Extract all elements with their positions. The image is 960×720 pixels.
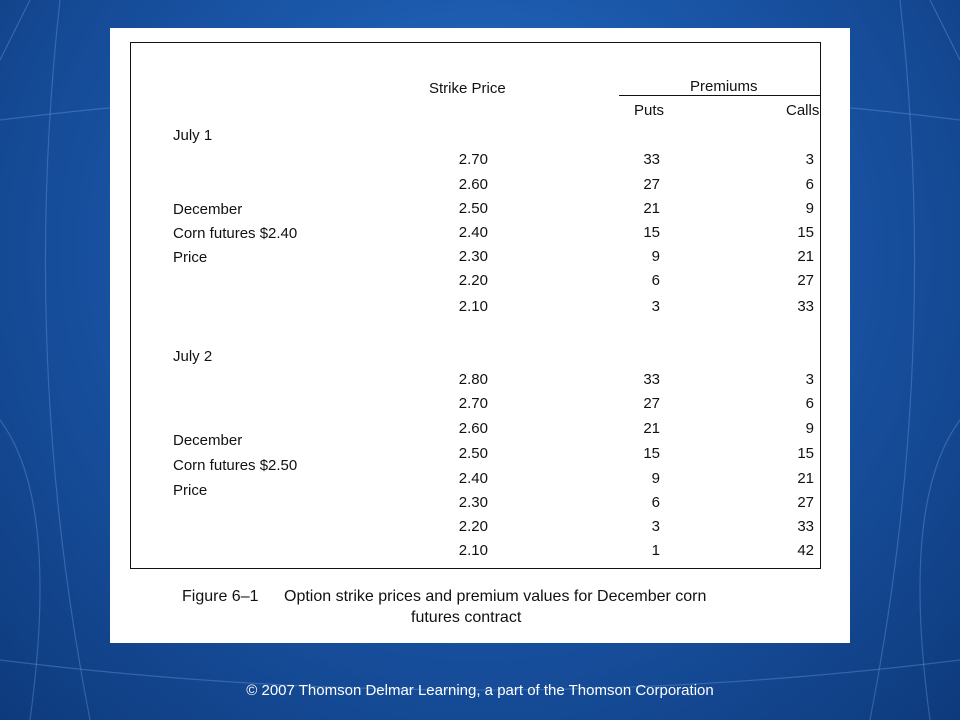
section1-label-line3: Price <box>173 249 208 266</box>
table-cell-calls: 42 <box>797 542 814 559</box>
table-cell-puts: 3 <box>651 518 660 535</box>
header-calls: Calls <box>786 102 820 119</box>
header-puts: Puts <box>634 102 665 119</box>
table-frame <box>130 42 821 569</box>
table-cell-calls: 9 <box>805 200 814 217</box>
header-strike-price: Strike Price <box>429 80 506 97</box>
table-cell-calls: 6 <box>805 395 814 412</box>
section1-date: July 1 <box>173 127 213 144</box>
caption-text-line2: futures contract <box>411 609 522 626</box>
section1-label-line1: December <box>173 201 243 218</box>
table-cell-calls: 3 <box>805 371 814 388</box>
table-cell-puts: 27 <box>643 395 660 412</box>
table-cell-calls: 27 <box>797 494 814 511</box>
table-cell-strike: 2.80 <box>458 371 488 388</box>
section2-label-line1: December <box>173 432 243 449</box>
caption-text-line1: Option strike prices and premium values for December corn <box>284 588 707 605</box>
table-cell-calls: 9 <box>805 420 814 437</box>
table-cell-puts: 21 <box>643 420 660 437</box>
header-premiums: Premiums <box>690 78 758 95</box>
table-cell-strike: 2.20 <box>458 272 488 289</box>
table-cell-strike: 2.30 <box>458 494 488 511</box>
table-cell-strike: 2.70 <box>458 151 488 168</box>
table-cell-puts: 33 <box>643 151 660 168</box>
section2-date: July 2 <box>173 348 213 365</box>
table-cell-puts: 9 <box>651 470 660 487</box>
table-cell-calls: 15 <box>797 224 814 241</box>
table-cell-calls: 21 <box>797 248 814 265</box>
table-cell-calls: 33 <box>797 298 814 315</box>
table-cell-strike: 2.20 <box>458 518 488 535</box>
table-cell-calls: 6 <box>805 176 814 193</box>
table-cell-calls: 27 <box>797 272 814 289</box>
section1-label-line2: Corn futures $2.40 <box>173 225 298 242</box>
table-cell-strike: 2.60 <box>458 176 488 193</box>
table-cell-puts: 9 <box>651 248 660 265</box>
table-cell-calls: 15 <box>797 445 814 462</box>
table-cell-puts: 21 <box>643 200 660 217</box>
table-cell-strike: 2.50 <box>458 445 488 462</box>
table-cell-puts: 27 <box>643 176 660 193</box>
table-cell-calls: 33 <box>797 518 814 535</box>
section2-label-line2: Corn futures $2.50 <box>173 457 298 474</box>
table-cell-calls: 21 <box>797 470 814 487</box>
table-cell-strike: 2.70 <box>458 395 488 412</box>
table-cell-strike: 2.50 <box>458 200 488 217</box>
copyright-footer: © 2007 Thomson Delmar Learning, a part of the Thomson Corporation <box>246 682 714 699</box>
figure-image <box>110 28 850 643</box>
table-cell-puts: 1 <box>651 542 660 559</box>
table-cell-puts: 6 <box>651 494 660 511</box>
table-cell-strike: 2.40 <box>458 224 488 241</box>
table-cell-calls: 3 <box>805 151 814 168</box>
figure-caption <box>182 586 782 628</box>
table-cell-strike: 2.60 <box>458 420 488 437</box>
table-cell-puts: 3 <box>651 298 660 315</box>
table-cell-strike: 2.30 <box>458 248 488 265</box>
premiums-underline <box>619 95 821 96</box>
table-cell-strike: 2.40 <box>458 470 488 487</box>
table-cell-puts: 15 <box>643 224 660 241</box>
table-cell-strike: 2.10 <box>458 298 488 315</box>
table-cell-puts: 15 <box>643 445 660 462</box>
table-cell-puts: 33 <box>643 371 660 388</box>
table-cell-strike: 2.10 <box>458 542 488 559</box>
section2-label-line3: Price <box>173 482 208 499</box>
figure-number: Figure 6–1 <box>182 588 259 605</box>
table-cell-puts: 6 <box>651 272 660 289</box>
